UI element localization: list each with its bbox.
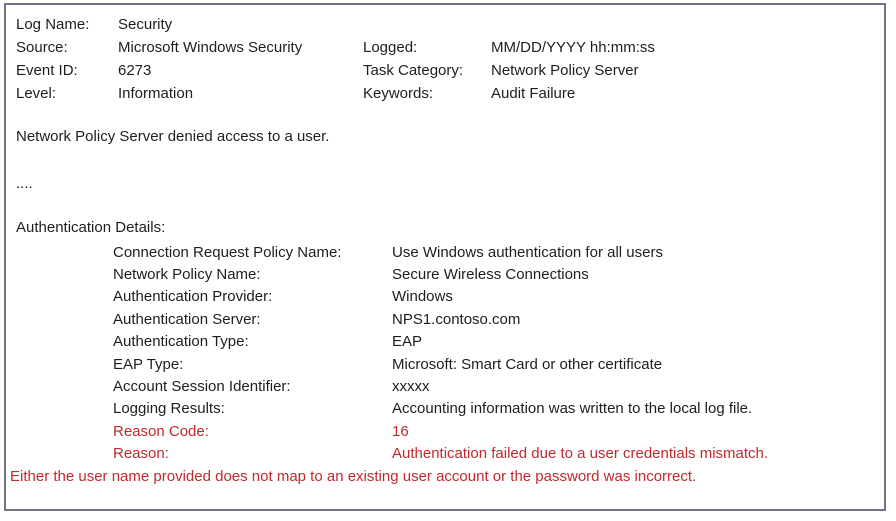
event-log-detail-panel [4, 3, 886, 511]
reason-code-label: Reason Code: [113, 422, 209, 440]
network-policy-name-value: Secure Wireless Connections [392, 265, 589, 283]
authentication-server-label: Authentication Server: [113, 310, 261, 328]
authentication-type-label: Authentication Type: [113, 333, 249, 351]
header-row-eventid-taskcategory [16, 59, 884, 82]
authentication-provider-row [113, 286, 884, 308]
authentication-server-row [113, 309, 884, 331]
authentication-type-value: EAP [392, 333, 423, 351]
authentication-provider-label: Authentication Provider: [113, 288, 273, 306]
logged-value: MM/DD/YYYY hh:mm:ss [491, 39, 655, 56]
omitted-content-ellipsis: .... [16, 174, 33, 192]
reason-label: Reason: [113, 445, 169, 463]
log-name-value: Security [118, 16, 173, 33]
network-policy-name-row [113, 264, 884, 286]
source-value: Microsoft Windows Security [118, 39, 303, 56]
header-row-level-keywords [16, 82, 884, 105]
event-id-label: Event ID: [16, 62, 78, 79]
header-spacer [491, 13, 884, 36]
logging-results-value: Accounting information was written to the local log file. [392, 400, 753, 418]
log-name-label: Log Name: [16, 16, 90, 33]
keywords-value: Audit Failure [491, 85, 576, 102]
authentication-type-row [113, 331, 884, 353]
connection-request-policy-row [113, 242, 884, 264]
reason-value: Authentication failed due to a user credentials mismatch. [392, 445, 769, 463]
reason-row [113, 443, 884, 465]
reason-code-row [113, 421, 884, 443]
header-row-source-logged [16, 36, 884, 59]
event-description: Network Policy Server denied access to a user. [16, 128, 330, 145]
connection-request-policy-label: Connection Request Policy Name: [113, 243, 342, 261]
logging-results-label: Logging Results: [113, 400, 225, 418]
event-id-value: 6273 [118, 62, 152, 79]
header-spacer [363, 13, 491, 36]
reason-code-value: 16 [392, 422, 409, 440]
account-session-identifier-label: Account Session Identifier: [113, 377, 291, 395]
level-label: Level: [16, 85, 57, 102]
task-category-value: Network Policy Server [491, 62, 639, 79]
source-label: Source: [16, 39, 68, 56]
authentication-details-heading: Authentication Details: [16, 219, 166, 236]
keywords-label: Keywords: [363, 85, 434, 102]
logged-label: Logged: [363, 39, 418, 56]
eap-type-label: EAP Type: [113, 355, 184, 373]
logging-results-row [113, 398, 884, 420]
authentication-server-value: NPS1.contoso.com [392, 310, 521, 328]
connection-request-policy-value: Use Windows authentication for all users [392, 243, 663, 261]
account-session-identifier-value: xxxxx [392, 377, 430, 395]
level-value: Information [118, 85, 194, 102]
eap-type-value: Microsoft: Smart Card or other certificate [392, 355, 663, 373]
eap-type-row [113, 354, 884, 376]
account-session-identifier-row [113, 376, 884, 398]
authentication-provider-value: Windows [392, 288, 453, 306]
header-row-log-name [16, 13, 884, 36]
network-policy-name-label: Network Policy Name: [113, 265, 261, 283]
task-category-label: Task Category: [363, 62, 464, 79]
reason-explanation-text: Either the user name provided does not map to an existing user account or the password was incorrect. [10, 467, 697, 485]
authentication-details-list [113, 242, 884, 466]
event-header [16, 13, 884, 105]
